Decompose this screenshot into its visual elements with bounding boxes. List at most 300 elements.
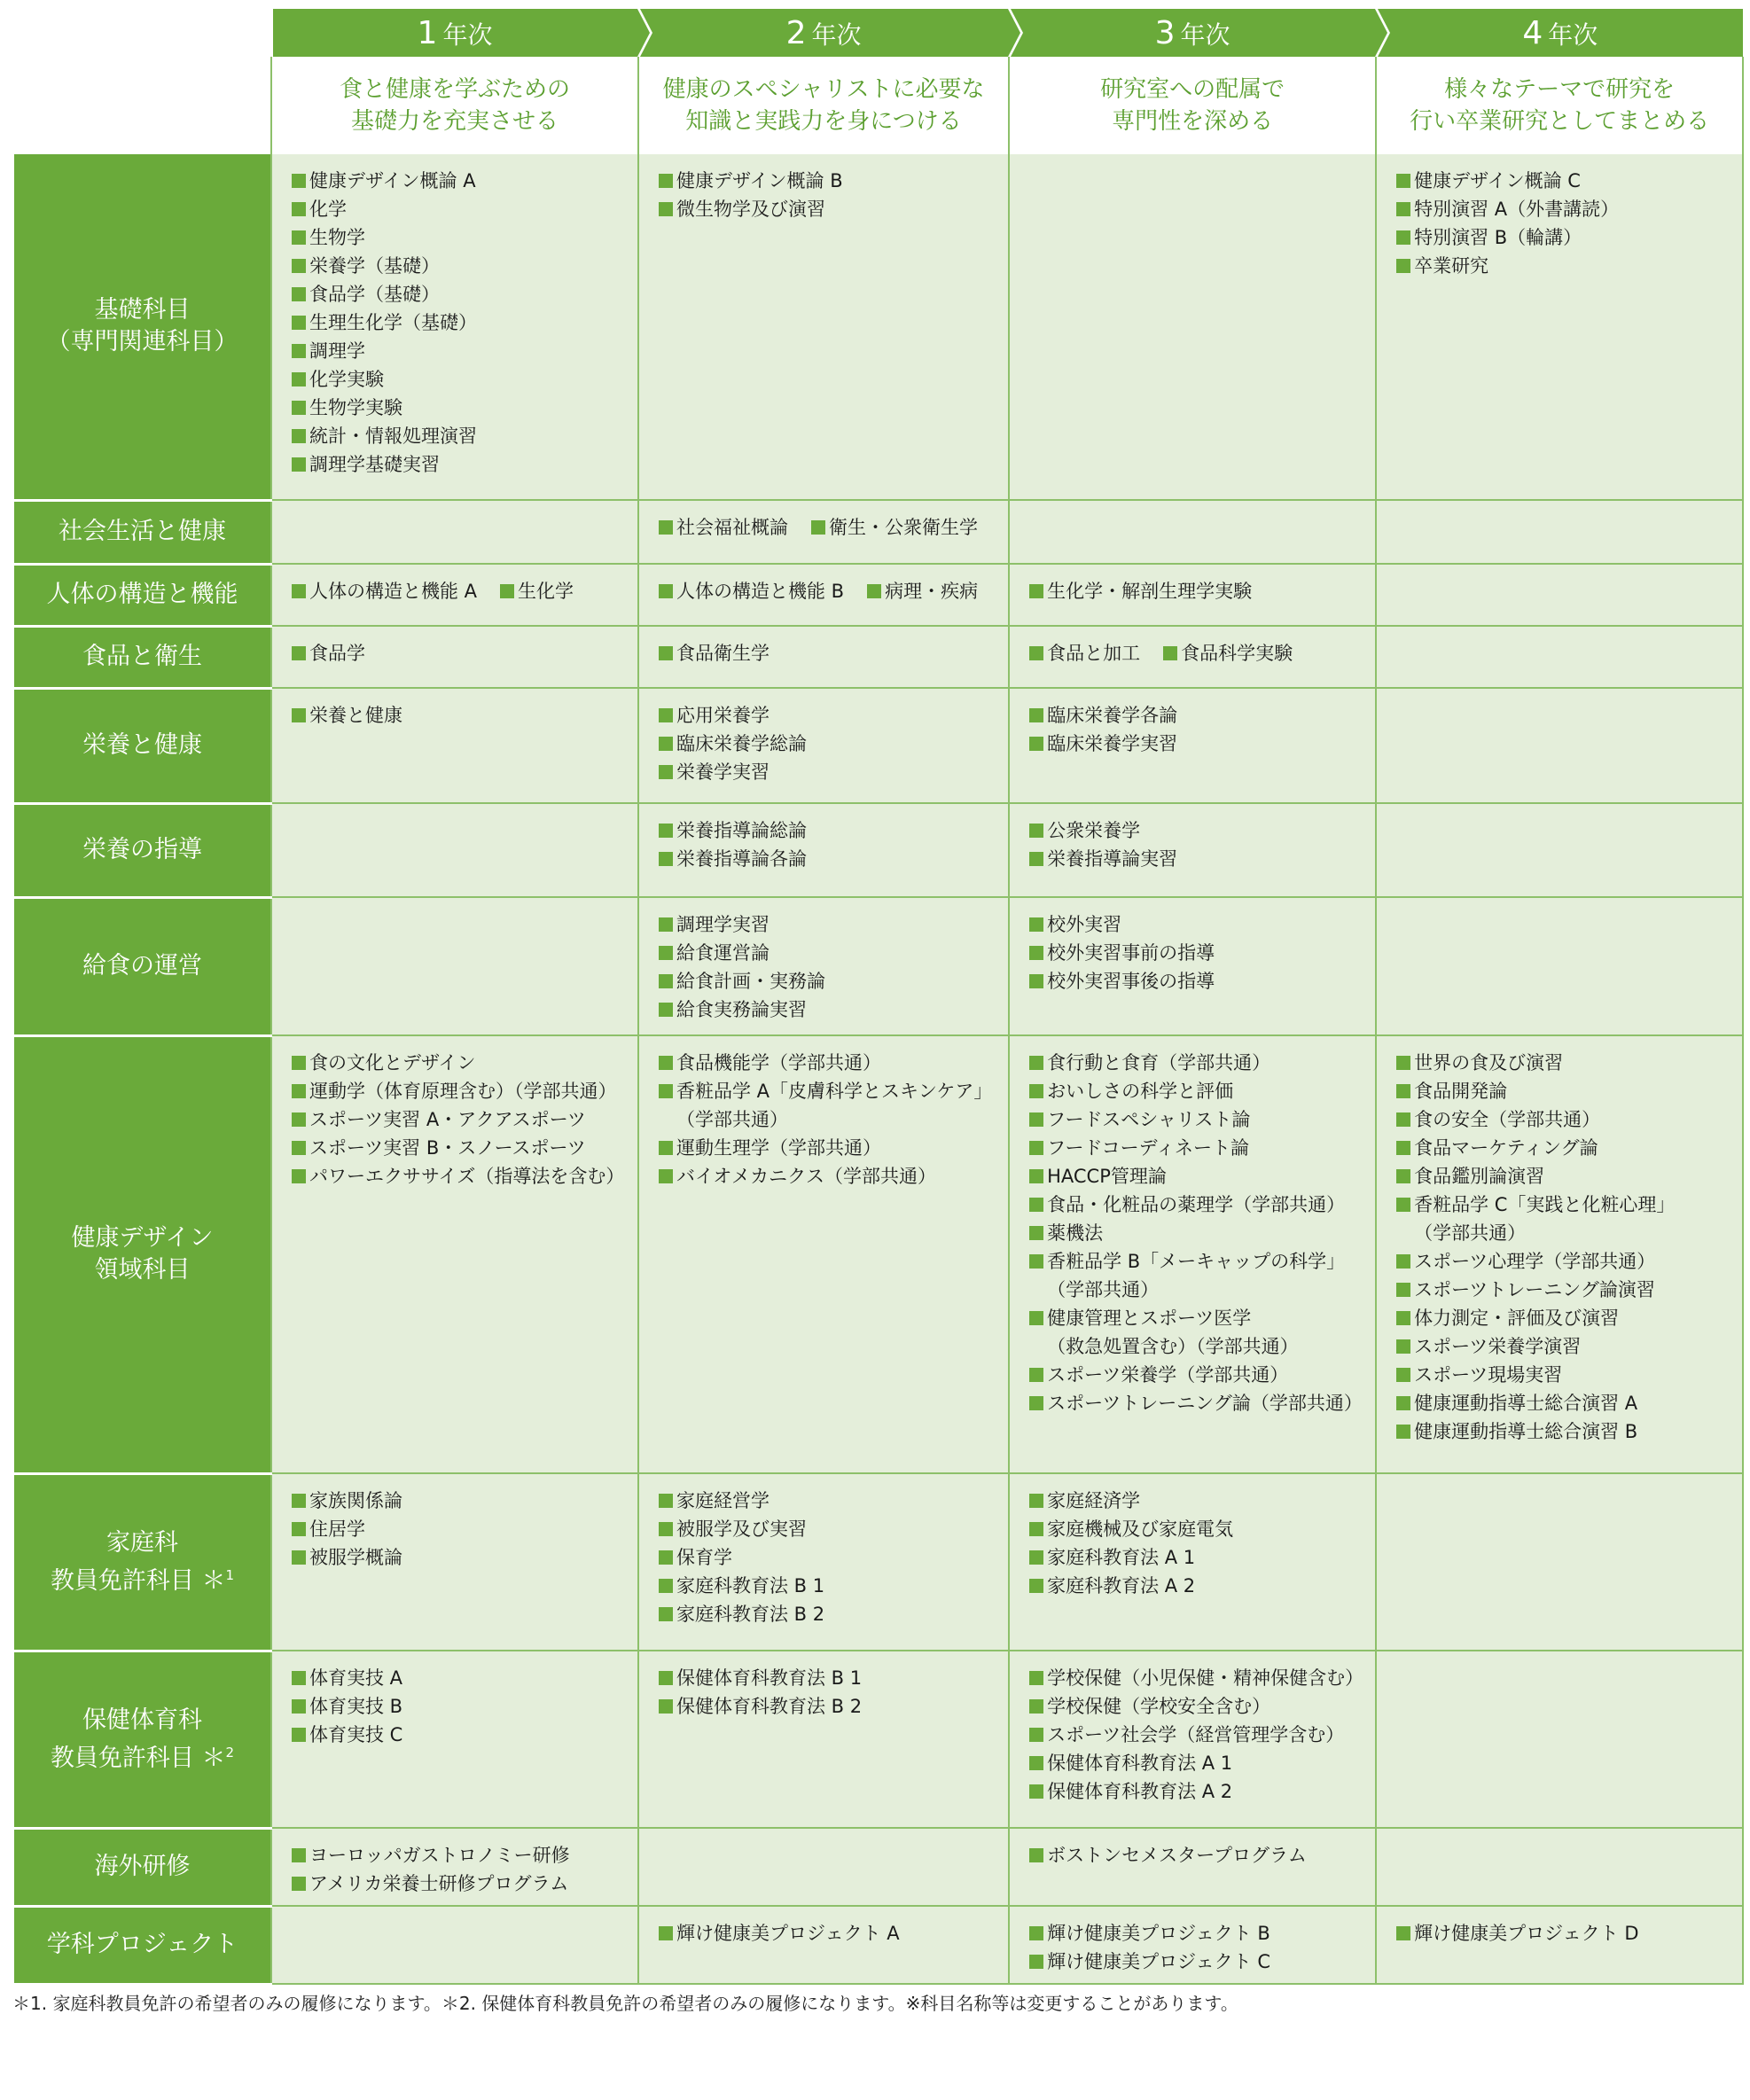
bullet-square-icon xyxy=(292,1848,306,1862)
course-name: 生理生化学（基礎） xyxy=(309,312,477,333)
category-title: 人体の構造と機能 xyxy=(46,581,238,608)
bullet-square-icon xyxy=(292,646,306,660)
bullet-square-icon xyxy=(1396,1084,1410,1098)
course-cell-y1 xyxy=(271,1828,638,1906)
footnote-marker: 2 xyxy=(225,1744,235,1760)
course-name: 食品衛生学 xyxy=(676,643,770,664)
course-cell-y2 xyxy=(638,1906,1009,1984)
course-item xyxy=(292,1543,630,1572)
course-cell-y4 xyxy=(1376,154,1743,500)
year-label: 年次 xyxy=(811,20,862,50)
course-item xyxy=(659,1543,1001,1572)
course-name: 健康運動指導士総合演習 B xyxy=(1414,1421,1638,1442)
bullet-square-icon xyxy=(292,1141,306,1155)
course-item xyxy=(292,639,630,667)
course-item xyxy=(292,450,630,479)
chevron-right-icon xyxy=(1008,9,1020,57)
course-item xyxy=(292,1077,630,1105)
bullet-square-icon xyxy=(1029,1084,1043,1098)
category-label xyxy=(14,1651,271,1828)
course-name: 香粧品学 C「実践と化粧心理」 xyxy=(1414,1194,1676,1215)
course-cell-y2 xyxy=(638,1473,1009,1651)
course-cell-y1 xyxy=(271,1651,638,1828)
course-name: 給食運営論 xyxy=(676,942,770,964)
course-name: 学校保健（学校安全含む） xyxy=(1047,1696,1271,1717)
bullet-square-icon xyxy=(659,1926,673,1940)
course-name: 卒業研究 xyxy=(1414,255,1489,277)
category-row xyxy=(14,803,1743,897)
bullet-square-icon xyxy=(1029,1396,1043,1410)
course-item xyxy=(1029,1077,1368,1105)
course-name: 保健体育科教育法 A 2 xyxy=(1047,1781,1233,1802)
course-item xyxy=(1396,1049,1735,1077)
course-name: 化学実験 xyxy=(309,369,384,390)
course-item xyxy=(292,1049,630,1077)
course-item xyxy=(292,1487,630,1515)
category-row xyxy=(14,1473,1743,1651)
year-number: 1 xyxy=(417,14,438,51)
course-item xyxy=(659,1049,1001,1077)
bullet-square-icon xyxy=(292,344,306,358)
bullet-square-icon xyxy=(292,1494,306,1508)
course-name: 給食実務論実習 xyxy=(676,999,807,1020)
bullet-square-icon xyxy=(659,824,673,838)
course-item xyxy=(1029,1304,1368,1332)
bullet-square-icon xyxy=(292,1728,306,1742)
course-name: 輝け健康美プロジェクト C xyxy=(1047,1951,1271,1972)
course-item xyxy=(659,816,1001,845)
year-number: 2 xyxy=(785,14,807,51)
course-item xyxy=(1396,1191,1735,1219)
bullet-square-icon xyxy=(292,1522,306,1536)
course-cell-y1 xyxy=(271,1906,638,1984)
course-name: 食品学 xyxy=(309,643,365,664)
course-name: 化学 xyxy=(309,199,347,220)
course-name: 体力測定・評価及び演習 xyxy=(1414,1308,1620,1329)
course-name: スポーツ実習 B・スノースポーツ xyxy=(309,1137,586,1159)
course-item xyxy=(1029,1219,1368,1247)
category-row xyxy=(14,500,1743,564)
course-name: 食品マーケティング論 xyxy=(1414,1137,1598,1159)
bullet-square-icon xyxy=(659,1141,673,1155)
course-item xyxy=(1029,1487,1368,1515)
course-item xyxy=(659,939,1001,967)
course-name: 家庭科教育法 B 1 xyxy=(676,1575,825,1596)
course-item xyxy=(500,581,574,602)
course-cell-y3 xyxy=(1009,1651,1376,1828)
bullet-square-icon xyxy=(292,287,306,301)
bullet-square-icon xyxy=(1396,1396,1410,1410)
course-name: 食品と加工 xyxy=(1047,643,1141,664)
course-item xyxy=(1396,1304,1735,1332)
course-item xyxy=(292,581,477,602)
bullet-square-icon xyxy=(292,1671,306,1685)
category-title: 基礎科目 xyxy=(94,296,191,324)
bullet-square-icon xyxy=(1029,1169,1043,1183)
course-item xyxy=(1163,643,1293,664)
bullet-square-icon xyxy=(659,974,673,988)
category-row xyxy=(14,897,1743,1035)
course-cell-y2 xyxy=(638,1828,1009,1906)
bullet-square-icon xyxy=(1029,1494,1043,1508)
course-item xyxy=(1029,1664,1368,1692)
course-name: 家庭科教育法 A 1 xyxy=(1047,1547,1196,1568)
course-cell-y3 xyxy=(1009,626,1376,688)
bullet-square-icon xyxy=(292,457,306,472)
category-subtitle: 領域科目 xyxy=(94,1256,191,1284)
course-cell-y2 xyxy=(638,154,1009,500)
course-cell-y2 xyxy=(638,897,1009,1035)
course-name: 住居学 xyxy=(309,1518,365,1540)
course-name: 保健体育科教育法 A 1 xyxy=(1047,1753,1233,1774)
course-item xyxy=(1396,1389,1735,1417)
course-name: 食行動と食育（学部共通） xyxy=(1047,1052,1271,1073)
category-title: 海外研修 xyxy=(94,1853,191,1880)
course-item xyxy=(659,1572,1001,1600)
course-cell-y3 xyxy=(1009,1828,1376,1906)
bullet-square-icon xyxy=(292,401,306,415)
course-cell-y2 xyxy=(638,500,1009,564)
course-name: 体育実技 C xyxy=(309,1724,403,1745)
bullet-square-icon xyxy=(1396,202,1410,216)
course-name: 健康デザイン概論 C xyxy=(1414,170,1581,191)
course-cell-y4 xyxy=(1376,688,1743,803)
course-item xyxy=(1396,1134,1735,1162)
bullet-square-icon xyxy=(1396,1112,1410,1127)
bullet-square-icon xyxy=(659,520,673,535)
category-row xyxy=(14,626,1743,688)
bullet-square-icon xyxy=(1029,1368,1043,1382)
category-label xyxy=(14,500,271,564)
category-title: 健康デザイン xyxy=(71,1224,214,1252)
goal-row xyxy=(14,57,1743,154)
bullet-square-icon xyxy=(659,708,673,722)
course-name: 栄養と健康 xyxy=(309,705,402,726)
bullet-square-icon xyxy=(292,1084,306,1098)
course-item xyxy=(1029,1332,1368,1361)
course-cell-y4 xyxy=(1376,803,1743,897)
course-item xyxy=(1029,577,1368,605)
course-name: 栄養指導論各論 xyxy=(676,848,807,870)
bullet-square-icon xyxy=(811,520,825,535)
course-name: 家庭機械及び家庭電気 xyxy=(1047,1518,1234,1540)
course-cell-y4 xyxy=(1376,1906,1743,1984)
course-name: 健康運動指導士総合演習 A xyxy=(1414,1393,1638,1414)
year-number: 3 xyxy=(1154,14,1176,51)
bullet-square-icon xyxy=(1029,917,1043,932)
category-label xyxy=(14,897,271,1035)
course-item xyxy=(292,1664,630,1692)
course-item xyxy=(1029,1515,1368,1543)
course-item xyxy=(659,1515,1001,1543)
year-label: 年次 xyxy=(1180,20,1230,50)
bullet-square-icon xyxy=(659,1003,673,1017)
course-name: 人体の構造と機能 B xyxy=(676,581,845,602)
course-item xyxy=(292,195,630,223)
course-item xyxy=(1029,1276,1368,1304)
course-cell-y1 xyxy=(271,688,638,803)
category-label xyxy=(14,803,271,897)
bullet-square-icon xyxy=(1396,1056,1410,1070)
bullet-square-icon xyxy=(1396,1141,1410,1155)
course-item xyxy=(1396,252,1735,280)
course-item xyxy=(1029,1749,1368,1777)
category-title: 食品と衛生 xyxy=(82,643,202,670)
course-name: 特別演習 B（輪講） xyxy=(1414,227,1582,248)
course-cell-y2 xyxy=(638,564,1009,626)
bullet-square-icon xyxy=(292,1056,306,1070)
course-item xyxy=(1029,1777,1368,1806)
course-name: 世界の食及び演習 xyxy=(1414,1052,1564,1073)
course-item xyxy=(292,1721,630,1749)
course-name: 健康デザイン概論 B xyxy=(676,170,843,191)
year-3-goal: 研究室への配属で 専門性を深める xyxy=(1009,57,1376,154)
bullet-square-icon xyxy=(1029,1112,1043,1127)
year-1-header xyxy=(271,9,638,57)
course-item xyxy=(292,1105,630,1134)
course-item xyxy=(1029,730,1368,758)
course-name: 調理学基礎実習 xyxy=(309,454,440,475)
course-item xyxy=(292,1692,630,1721)
course-item xyxy=(1029,1919,1368,1948)
bullet-square-icon xyxy=(1396,1368,1410,1382)
course-item xyxy=(659,1600,1001,1628)
course-cell-y1 xyxy=(271,897,638,1035)
bullet-square-icon xyxy=(1029,1728,1043,1742)
corner-blank xyxy=(14,9,271,57)
course-cell-y3 xyxy=(1009,1473,1376,1651)
bullet-square-icon xyxy=(292,316,306,330)
course-name: （救急処置含む）（学部共通） xyxy=(1047,1336,1299,1357)
bullet-square-icon xyxy=(1029,1056,1043,1070)
chevron-right-icon xyxy=(1375,9,1387,57)
footnote-marker: 1 xyxy=(225,1566,235,1583)
category-label xyxy=(14,1473,271,1651)
footnote: ＊1. 家庭科教員免許の希望者のみの履修になります。＊2. 保健体育科教員免許の希望者のみの履修になります。※科目名称等は変更することがあります。 xyxy=(12,1993,1238,2014)
course-item xyxy=(292,252,630,280)
course-item xyxy=(659,995,1001,1024)
course-item xyxy=(1029,939,1368,967)
course-name: 栄養指導論総論 xyxy=(676,820,807,841)
bullet-square-icon xyxy=(1163,646,1177,660)
bullet-square-icon xyxy=(292,372,306,386)
bullet-square-icon xyxy=(1029,584,1043,598)
bullet-square-icon xyxy=(1396,1311,1410,1325)
category-row xyxy=(14,688,1743,803)
course-item xyxy=(659,967,1001,995)
course-item xyxy=(292,365,630,394)
course-cell-y2 xyxy=(638,688,1009,803)
course-cell-y3 xyxy=(1009,564,1376,626)
course-item xyxy=(1029,1191,1368,1219)
course-item xyxy=(659,758,1001,786)
course-cell-y2 xyxy=(638,626,1009,688)
year-label: 年次 xyxy=(442,20,493,50)
category-row xyxy=(14,1035,1743,1473)
curriculum-rows xyxy=(14,154,1743,1984)
course-name: 臨床栄養学総論 xyxy=(676,733,807,754)
category-row xyxy=(14,564,1743,626)
bullet-square-icon xyxy=(292,1699,306,1714)
curriculum-table xyxy=(14,9,1744,1986)
bullet-square-icon xyxy=(1029,1784,1043,1799)
course-item xyxy=(659,845,1001,873)
course-name: 栄養学（基礎） xyxy=(309,255,440,277)
category-row xyxy=(14,1651,1743,1828)
course-item xyxy=(1029,1572,1368,1600)
category-label xyxy=(14,1906,271,1984)
course-name: 校外実習 xyxy=(1047,914,1122,935)
course-item xyxy=(659,1077,1001,1105)
course-item xyxy=(1029,1692,1368,1721)
course-name: パワーエクササイズ（指導法を含む） xyxy=(309,1166,625,1187)
category-title: 社会生活と健康 xyxy=(59,518,226,545)
bullet-square-icon xyxy=(659,852,673,866)
course-item xyxy=(292,1870,630,1898)
course-name: 食の文化とデザイン xyxy=(309,1052,476,1073)
year-3-header xyxy=(1009,9,1376,57)
category-label xyxy=(14,1828,271,1906)
course-item xyxy=(1396,1247,1735,1276)
bullet-square-icon xyxy=(659,174,673,188)
bullet-square-icon xyxy=(1396,1198,1410,1212)
course-item xyxy=(659,1105,1001,1134)
course-item xyxy=(292,337,630,365)
course-name: 生化学 xyxy=(518,581,574,602)
category-row xyxy=(14,1828,1743,1906)
course-name: 輝け健康美プロジェクト A xyxy=(676,1923,900,1944)
bullet-square-icon xyxy=(659,1579,673,1593)
category-title: 栄養と健康 xyxy=(82,731,202,759)
course-item xyxy=(1029,1948,1368,1976)
course-name: 輝け健康美プロジェクト D xyxy=(1414,1923,1639,1944)
bullet-square-icon xyxy=(659,1671,673,1685)
course-item xyxy=(659,639,1001,667)
bullet-square-icon xyxy=(1029,1848,1043,1862)
course-name: 健康管理とスポーツ医学 xyxy=(1047,1308,1252,1329)
course-name: 校外実習事前の指導 xyxy=(1047,942,1215,964)
course-name: 食の安全（学部共通） xyxy=(1414,1109,1601,1130)
bullet-square-icon xyxy=(1029,1756,1043,1770)
category-label xyxy=(14,1035,271,1473)
corner-blank xyxy=(14,57,271,154)
course-name: 家庭科教育法 A 2 xyxy=(1047,1575,1196,1596)
course-cell-y2 xyxy=(638,1651,1009,1828)
course-item xyxy=(1029,1162,1368,1191)
course-item xyxy=(1029,1389,1368,1417)
course-cell-y4 xyxy=(1376,1473,1743,1651)
course-name: 公衆栄養学 xyxy=(1047,820,1141,841)
bullet-square-icon xyxy=(292,230,306,245)
course-cell-y3 xyxy=(1009,1906,1376,1984)
bullet-square-icon xyxy=(292,1169,306,1183)
bullet-square-icon xyxy=(292,202,306,216)
bullet-square-icon xyxy=(1029,1955,1043,1969)
bullet-square-icon xyxy=(659,1550,673,1565)
course-name: ヨーロッパガストロノミー研修 xyxy=(309,1845,570,1866)
course-cell-y1 xyxy=(271,1473,638,1651)
course-name: 体育実技 B xyxy=(309,1696,403,1717)
course-item xyxy=(659,1162,1001,1191)
course-item xyxy=(1029,1543,1368,1572)
course-item xyxy=(659,1487,1001,1515)
year-4-header xyxy=(1376,9,1743,57)
course-item xyxy=(1396,223,1735,252)
bullet-square-icon xyxy=(1029,1699,1043,1714)
course-item xyxy=(1029,967,1368,995)
chevron-right-icon xyxy=(637,9,650,57)
course-name: 香粧品学 B「メーキャップの科学」 xyxy=(1047,1251,1346,1272)
bullet-square-icon xyxy=(1396,230,1410,245)
course-cell-y2 xyxy=(638,1035,1009,1473)
course-name: 生物学 xyxy=(309,227,365,248)
course-item xyxy=(1396,167,1735,195)
course-name: 社会福祉概論 xyxy=(676,517,788,538)
course-name: スポーツ実習 A・アクアスポーツ xyxy=(309,1109,586,1130)
course-item xyxy=(1029,643,1140,664)
course-item xyxy=(1396,1276,1735,1304)
course-cell-y4 xyxy=(1376,1035,1743,1473)
course-item xyxy=(292,167,630,195)
course-name: 食品・化粧品の薬理学（学部共通） xyxy=(1047,1194,1346,1215)
course-item xyxy=(1396,1162,1735,1191)
course-name: 輝け健康美プロジェクト B xyxy=(1047,1923,1270,1944)
bullet-square-icon xyxy=(659,1084,673,1098)
bullet-square-icon xyxy=(659,1699,673,1714)
bullet-square-icon xyxy=(292,174,306,188)
course-name: 微生物学及び演習 xyxy=(676,199,825,220)
category-label xyxy=(14,688,271,803)
course-name: 食品機能学（学部共通） xyxy=(676,1052,881,1073)
course-item xyxy=(1396,1332,1735,1361)
course-name: 生化学・解剖生理学実験 xyxy=(1047,581,1253,602)
course-name: スポーツ栄養学（学部共通） xyxy=(1047,1364,1289,1386)
course-item xyxy=(1396,1417,1735,1446)
course-item xyxy=(292,308,630,337)
category-title: 給食の運営 xyxy=(82,952,202,980)
bullet-square-icon xyxy=(1029,1579,1043,1593)
bullet-square-icon xyxy=(659,202,673,216)
year-1-goal: 食と健康を学ぶための 基礎力を充実させる xyxy=(271,57,638,154)
bullet-square-icon xyxy=(1396,1339,1410,1354)
course-name: 健康デザイン概論 A xyxy=(309,170,476,191)
course-cell-y4 xyxy=(1376,500,1743,564)
category-row xyxy=(14,154,1743,500)
course-name: 学校保健（小児保健・精神保健含む） xyxy=(1047,1667,1364,1689)
course-name: 運動生理学（学部共通） xyxy=(676,1137,881,1159)
course-item xyxy=(292,223,630,252)
course-item xyxy=(1029,816,1368,845)
course-item xyxy=(659,167,1001,195)
course-name: 栄養学実習 xyxy=(676,761,770,783)
category-label xyxy=(14,564,271,626)
bullet-square-icon xyxy=(1029,1671,1043,1685)
bullet-square-icon xyxy=(1396,174,1410,188)
course-name: 臨床栄養学各論 xyxy=(1047,705,1178,726)
year-label: 年次 xyxy=(1548,20,1598,50)
course-cell-y1 xyxy=(271,500,638,564)
course-cell-y3 xyxy=(1009,897,1376,1035)
course-item xyxy=(811,517,978,538)
course-cell-y4 xyxy=(1376,626,1743,688)
course-item xyxy=(1396,1361,1735,1389)
course-name: 特別演習 A（外書講読） xyxy=(1414,199,1620,220)
bullet-square-icon xyxy=(659,765,673,779)
year-2-header xyxy=(638,9,1009,57)
course-name: 保健体育科教育法 B 1 xyxy=(676,1667,863,1689)
course-name: ボストンセメスタープログラム xyxy=(1047,1845,1307,1866)
course-item xyxy=(1029,1721,1368,1749)
